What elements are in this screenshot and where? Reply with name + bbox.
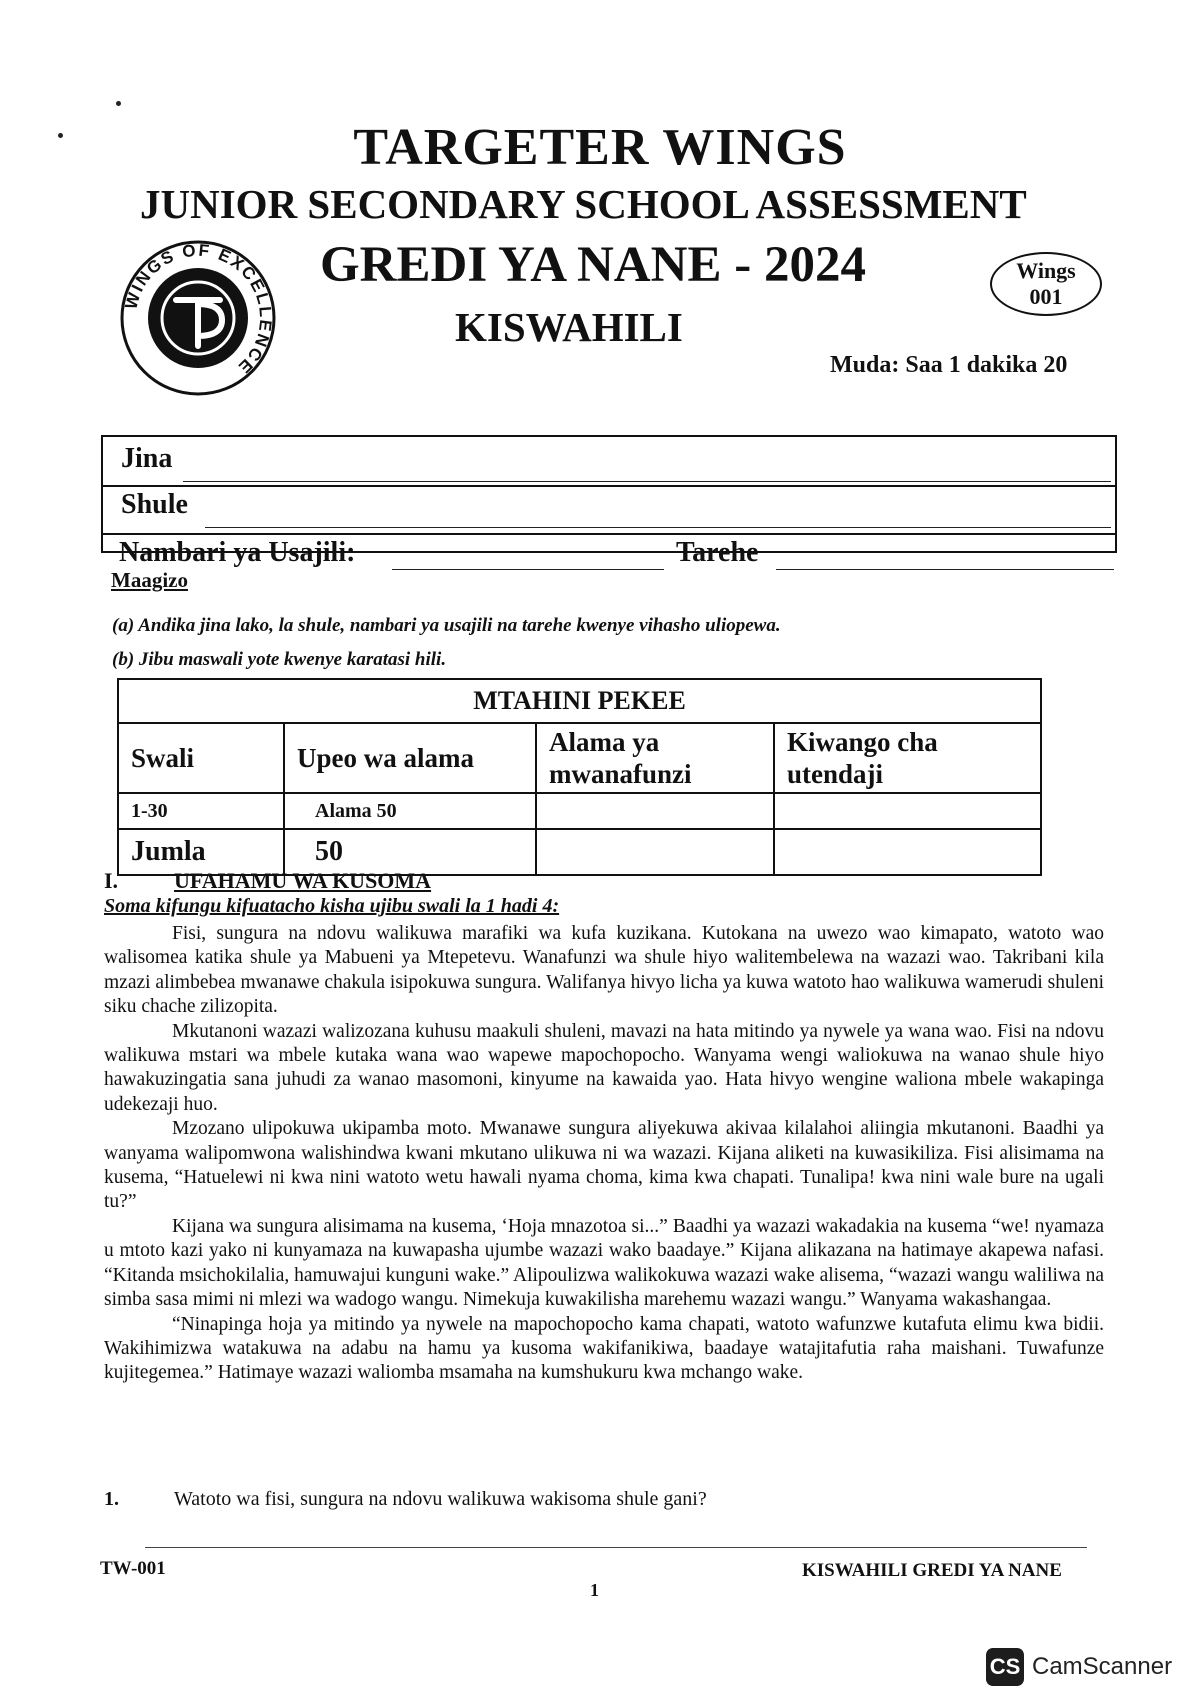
instruction-a: (a) Andika jina lako, la shule, nambari ya usajili na tarehe kwenye vihasho uliopewa.	[112, 615, 781, 636]
section-number: I.	[104, 868, 119, 893]
instructions-heading: Maagizo	[111, 568, 188, 592]
name-field-line[interactable]	[183, 481, 1111, 482]
table-cell: 50	[284, 829, 536, 875]
question-number: 1.	[104, 1488, 119, 1510]
passage-paragraph: Mkutanoni wazazi walizozana kuhusu maakuli shuleni, mavazi na hata mitindo ya nywele ya wana wao. Fisi na ndovu walikuwa mstari wa mbele kutaka wana wao wapewe mapochopocho. Wanyama wengi waliokuwa na wanao shule hiyo hawakuzingatia sana juhudi za wanao masomoni, kinyume na kawaida yao. Hata hivyo wengine waliona mbele wakapinga udekezaji huo.	[104, 1020, 1104, 1115]
table-row	[118, 793, 1041, 829]
section-title: UFAHAMU WA KUSOMA	[174, 868, 432, 893]
info-divider	[103, 533, 1115, 535]
instruction-b: (b) Jibu maswali yote kwenye karatasi hili.	[112, 649, 447, 670]
table-cell: Alama 50	[284, 793, 536, 829]
table-cell-empty[interactable]	[774, 793, 1041, 829]
page-number: 1	[590, 1580, 599, 1600]
registration-field-line[interactable]	[392, 569, 664, 570]
section-instruction: Soma kifungu kifuatacho kisha ujibu swali la 1 hadi 4:	[104, 895, 560, 917]
grade-heading: GREDI YA NANE - 2024	[320, 237, 866, 293]
exam-duration: Muda: Saa 1 dakika 20	[830, 352, 1068, 378]
footer-divider	[145, 1547, 1087, 1548]
candidate-info-box	[101, 435, 1117, 553]
paper-code-badge	[990, 252, 1102, 316]
footer-code: TW-001	[100, 1558, 166, 1579]
school-label: Shule	[121, 489, 188, 520]
table-header-cell: Upeo wa alama	[284, 723, 536, 793]
table-cell-empty[interactable]	[536, 829, 774, 875]
logo-ring-text: WINGS OF EXCELLENCE	[121, 240, 276, 379]
exam-title: TARGETER WINGS	[353, 119, 847, 176]
reading-passage	[104, 922, 1104, 1386]
camscanner-watermark: CamScanner	[1032, 1653, 1173, 1680]
table-title: MTAHINI PEKEE	[118, 679, 1041, 723]
passage-paragraph: “Ninapinga hoja ya mitindo ya nywele na mapochopocho kama chapati, watoto wafunzwe kutafuta elimu kwa bidii. Wakihimizwa watakuwa na adabu na hamu ya kusoma wakifanikiwa, baadaye watajitafutia raha maishani. Tuwafunze kujitegemea.” Hatimaye wazazi waliomba msamaha na kumshukuru kwa mchango wake.	[104, 1313, 1104, 1384]
subject-heading: KISWAHILI	[455, 304, 683, 350]
passage-paragraph: Fisi, sungura na ndovu walikuwa marafiki wa kufa kuzikana. Kutokana na uwezo wao kimapato, watoto wao walisomea katika shule ya Mabueni ya Mtepetevu. Wanafunzi wa shule hiyo walitembelewa na wazazi wao. Takribani kila mzazi alimbebea mwanawe chakula isipokuwa sungura. Walifanya hivyo licha ya kuwa watoto hao walikuwa wamerudi shuleni siku chache zilizopita.	[104, 923, 1104, 1018]
school-logo	[118, 238, 278, 398]
table-header-cell: Swali	[118, 723, 284, 793]
table-cell-empty[interactable]	[774, 829, 1041, 875]
scan-speck	[116, 101, 121, 106]
badge-number: 001	[1029, 284, 1063, 309]
name-label: Jina	[121, 443, 173, 474]
info-divider	[103, 485, 1115, 487]
table-cell: 1-30	[118, 793, 284, 829]
camscanner-logo-icon: CS	[986, 1648, 1024, 1686]
table-cell: Jumla	[118, 829, 284, 875]
table-header-cell: Kiwango cha utendaji	[774, 723, 1041, 793]
badge-label: Wings	[1016, 258, 1076, 283]
question-1	[104, 1488, 707, 1511]
date-label: Tarehe	[676, 537, 759, 568]
table-header-cell: Alama ya mwanafunzi	[536, 723, 774, 793]
registration-label: Nambari ya Usajili:	[119, 537, 356, 568]
footer-subject: KISWAHILI GREDI YA NANE	[802, 1560, 1062, 1581]
date-field-line[interactable]	[776, 569, 1114, 570]
table-cell-empty[interactable]	[536, 793, 774, 829]
section-heading	[104, 868, 431, 894]
passage-paragraph: Mzozano ulipokuwa ukipamba moto. Mwanawe sungura aliyekuwa akivaa kilalahoi aliingia mkutanoni. Baadhi ya wanyama walipomwona walishindwa kwani mkutano ulikuwa ni wa wazazi. Kijana aliketi na kuwasikiliza. Fisi alisimama na kusema, “Hatuelewi ni kwa nini watoto wetu hawali nyama choma, kima kwa chapati. Tunalipa! kwa nini wale bure na ugali tu?”	[104, 1118, 1104, 1213]
examiner-score-table	[117, 678, 1042, 876]
school-field-line[interactable]	[205, 527, 1111, 528]
question-text: Watoto wa fisi, sungura na ndovu walikuwa wakisoma shule gani?	[174, 1488, 707, 1510]
exam-subtitle: JUNIOR SECONDARY SCHOOL ASSESSMENT	[140, 181, 1027, 227]
passage-paragraph: Kijana wa sungura alisimama na kusema, ‘Hoja mnazotoa si...” Baadhi ya wazazi wakadakia na kusema “we! nyamaza u mtoto kazi yako ni kunyamaza na kuwapasha ujumbe wazazi wako baadaye.” Kijana alikazana na hatimaye akapewa nafasi. “Kitanda msichokilalia, hamuwajui kunguni wake.” Alipoulizwa walikokuwa wazazi wake alisema, “wazazi wangu waliliwa na simba sasa mimi ni mlezi wa wadogo wangu. Nimekuja kuwakilisha marehemu wazazi wangu.” Wanyama wakashangaa.	[104, 1215, 1104, 1311]
